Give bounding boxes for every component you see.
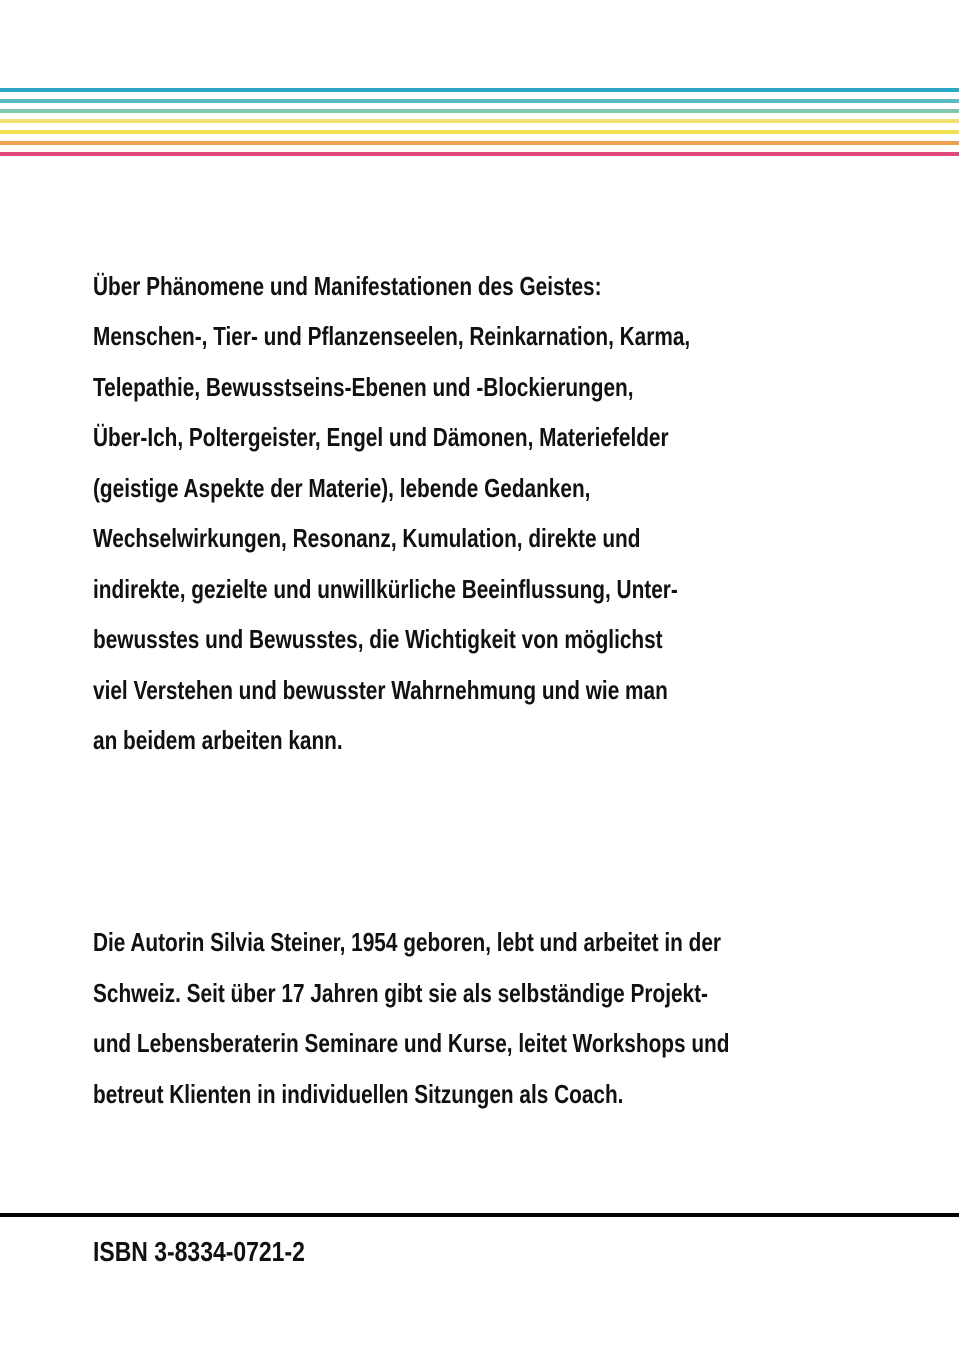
stripe [0,141,959,145]
stripe [0,99,959,103]
text-line: bewusstes und Bewusstes, die Wichtigkeit von möglichst [93,624,663,654]
text-line: an beidem arbeiten kann. [93,725,343,755]
text-line: indirekte, gezielte und unwillkürliche Beeinflussung, Unter- [93,574,678,604]
divider [0,1213,959,1217]
text-line: Menschen-, Tier- und Pflanzenseelen, Reinkarnation, Karma, [93,321,691,351]
text-line: Wechselwirkungen, Resonanz, Kumulation, direkte und [93,523,641,553]
text-line: Über-Ich, Poltergeister, Engel und Dämonen, Materiefelder [93,422,669,452]
stripe [0,130,959,134]
text-line: Über Phänomene und Manifestationen des Geistes: [93,271,602,301]
stripe [0,119,959,123]
stripe [0,109,959,113]
text-line: und Lebensberaterin Seminare und Kurse, leitet Workshops und [93,1028,730,1058]
text-line: Die Autorin Silvia Steiner, 1954 geboren, lebt und arbeitet in der [93,927,722,957]
text-line: betreut Klienten in individuellen Sitzungen als Coach. [93,1079,624,1109]
stripe [0,88,959,92]
text-line: Schweiz. Seit über 17 Jahren gibt sie als selbständige Projekt- [93,978,708,1008]
stripe [0,152,959,156]
text-line: (geistige Aspekte der Materie), lebende Gedanken, [93,473,591,503]
text-line: viel Verstehen und bewusster Wahrnehmung und wie man [93,675,668,705]
text-line: Telepathie, Bewusstseins-Ebenen und -Blockierungen, [93,372,634,402]
isbn: ISBN 3-8334-0721-2 [93,1236,305,1267]
